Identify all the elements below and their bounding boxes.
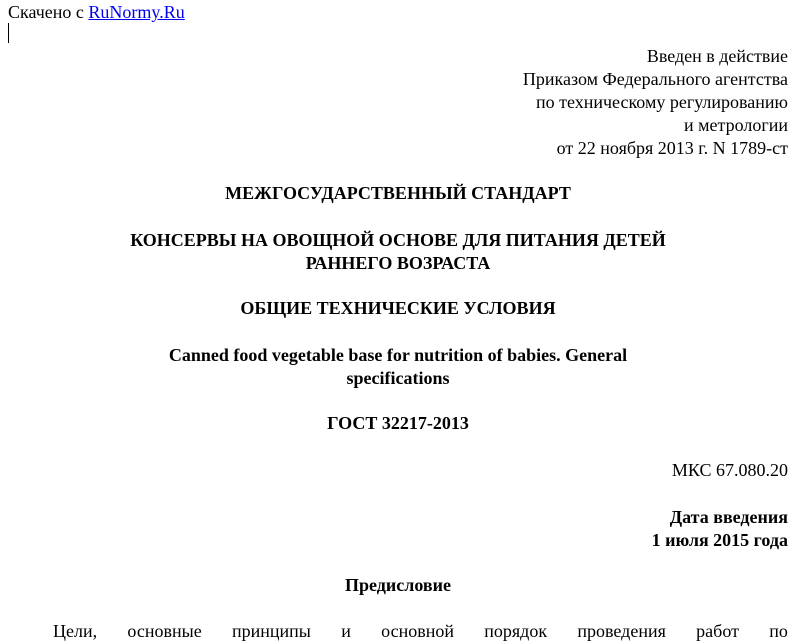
paragraph-word: принципы — [232, 621, 311, 641]
standard-type-heading: МЕЖГОСУДАРСТВЕННЫЙ СТАНДАРТ — [225, 183, 571, 203]
runormy-link[interactable]: RuNormy.Ru — [88, 2, 185, 22]
paragraph-word: проведения — [577, 621, 666, 641]
english-title-line: specifications — [346, 368, 450, 388]
russian-title-line: КОНСЕРВЫ НА ОВОЩНОЙ ОСНОВЕ ДЛЯ ПИТАНИЯ ДЕТЕЙ — [130, 230, 666, 250]
downloaded-from-line — [8, 1, 185, 23]
text-cursor — [8, 23, 9, 43]
introduction-date-label: Дата введения — [669, 507, 788, 527]
english-title-line: Canned food vegetable base for nutrition of babies. General — [168, 345, 628, 365]
paragraph-word: Цели, — [53, 621, 98, 641]
downloaded-prefix: Скачено с — [8, 2, 84, 22]
introduction-date-block — [652, 506, 788, 552]
english-title — [0, 344, 790, 390]
paragraph-word: основные — [127, 621, 202, 641]
russian-subtitle: ОБЩИЕ ТЕХНИЧЕСКИЕ УСЛОВИЯ — [240, 298, 556, 318]
paragraph-word: и — [341, 621, 351, 641]
mks-code: МКС 67.080.20 — [671, 460, 788, 480]
foreword-paragraph — [53, 620, 788, 643]
russian-title — [0, 229, 790, 275]
foreword-heading: Предисловие — [345, 575, 451, 595]
russian-title-line: РАННЕГО ВОЗРАСТА — [305, 253, 491, 273]
approval-line: по техническому регулированию — [535, 92, 788, 112]
approval-line: Приказом Федерального агентства — [522, 69, 788, 89]
paragraph-word: по — [769, 621, 788, 641]
approval-block — [523, 45, 788, 160]
approval-line: и метрологии — [684, 115, 788, 135]
approval-line: от 22 ноября 2013 г. N 1789-ст — [556, 138, 788, 158]
paragraph-word: порядок — [484, 621, 548, 641]
approval-line: Введен в действие — [646, 46, 788, 66]
gost-number: ГОСТ 32217-2013 — [327, 413, 469, 433]
paragraph-word: работ — [696, 621, 739, 641]
paragraph-word: основной — [381, 621, 454, 641]
introduction-date-value: 1 июля 2015 года — [651, 530, 788, 550]
